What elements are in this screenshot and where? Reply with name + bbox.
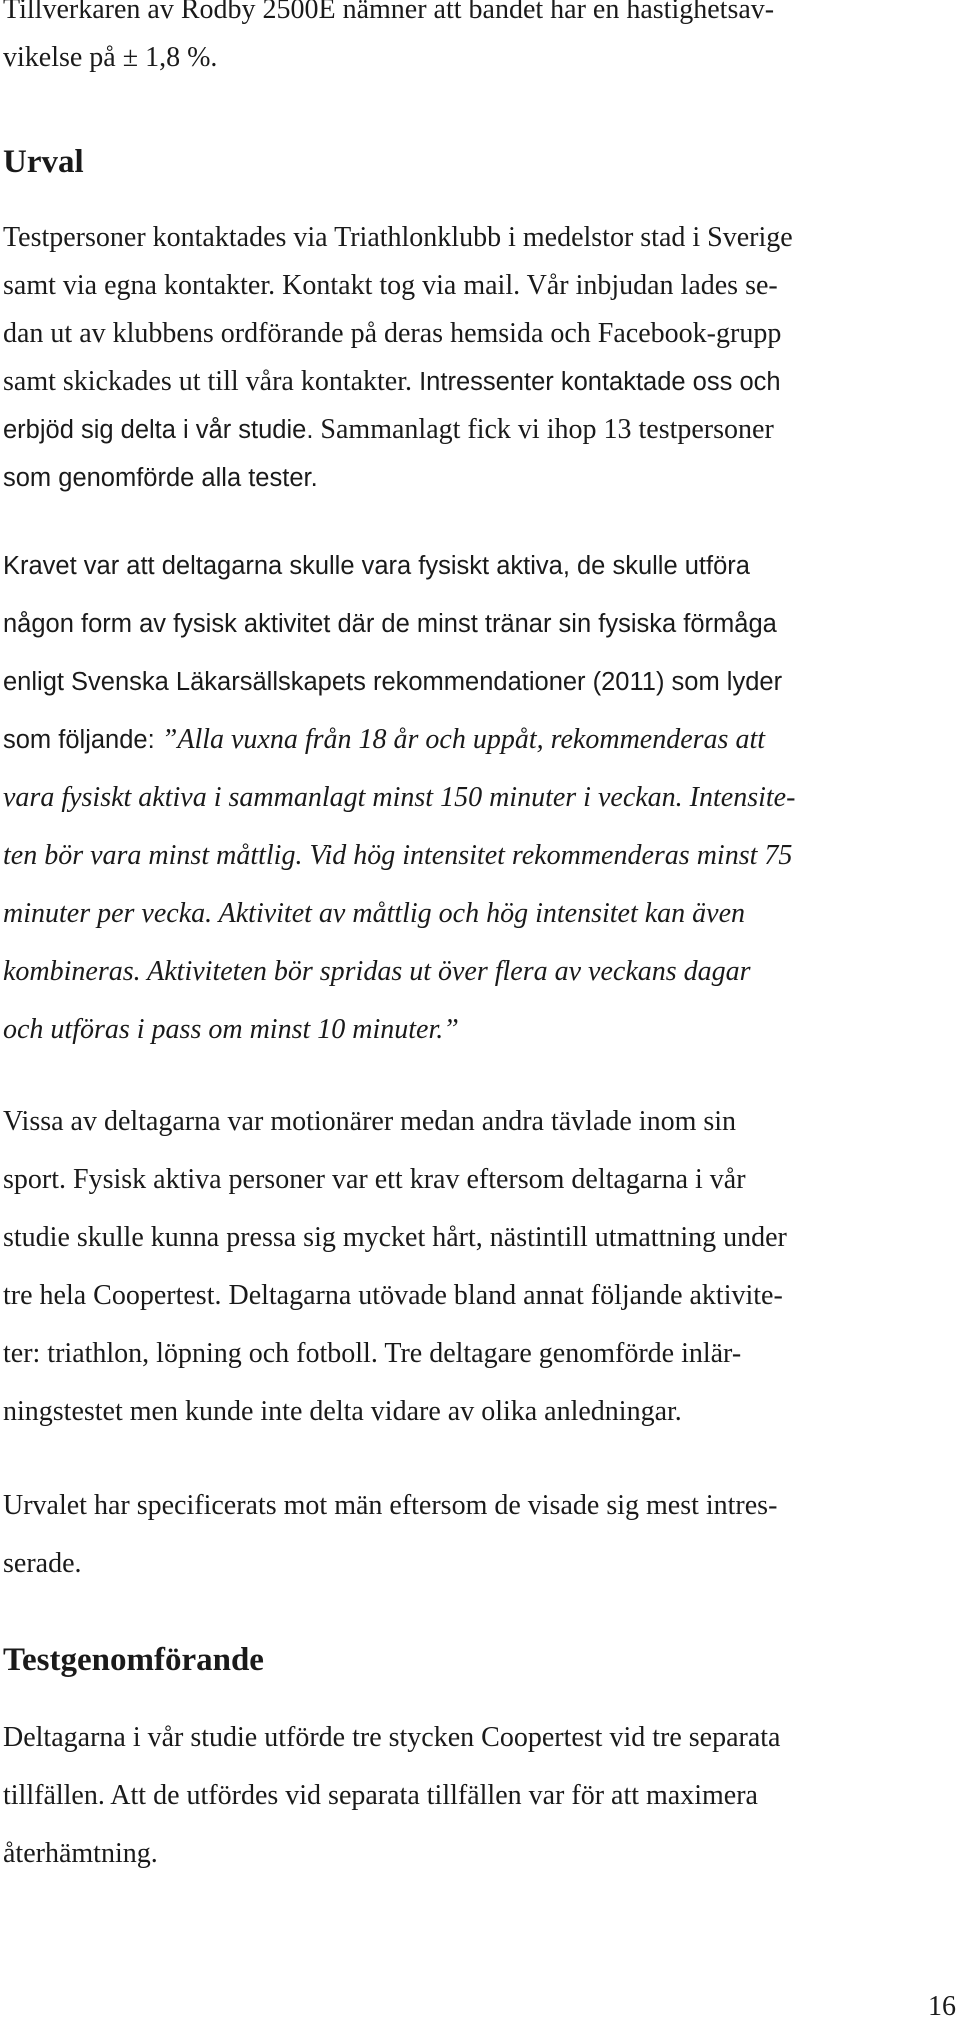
intro-line-2: vikelse på ± 1,8 %. — [3, 42, 218, 73]
urval-p2-line-3: enligt Svenska Läkarsällskapets rekommendationer (2011) som lyder — [3, 668, 783, 696]
urval-p3-line-4: tre hela Coopertest. Deltagarna utövade bland annat följande aktivite- — [3, 1280, 783, 1311]
test-p1-line-3: återhämtning. — [3, 1838, 158, 1869]
section-heading-urval: Urval — [3, 144, 84, 180]
urval-p2-quote-start: ”Alla vuxna från 18 år och uppåt, rekommenderas att — [161, 724, 765, 755]
urval-p1-line-4-serif: samt skickades ut till våra kontakter. — [3, 366, 413, 397]
urval-p3-line-2: sport. Fysisk aktiva personer var ett krav eftersom deltagarna i vår — [3, 1164, 746, 1195]
urval-p2-line-8: kombineras. Aktiviteten bör spridas ut över flera av veckans dagar — [3, 956, 751, 987]
urval-p2-line-6: ten bör vara minst måttlig. Vid hög intensitet rekommenderas minst 75 — [3, 840, 793, 871]
test-p1-line-2: tillfällen. Att de utfördes vid separata tillfällen var för att maximera — [3, 1780, 758, 1811]
urval-p2-line-1: Kravet var att deltagarna skulle vara fysiskt aktiva, de skulle utföra — [3, 552, 750, 580]
urval-p3-line-5: ter: triathlon, löpning och fotboll. Tre deltagare genomförde inlär- — [3, 1338, 742, 1369]
urval-p3-line-3: studie skulle kunna pressa sig mycket hårt, nästintill utmattning under — [3, 1222, 787, 1253]
test-p1-line-1: Deltagarna i vår studie utförde tre stycken Coopertest vid tre separata — [3, 1722, 781, 1753]
urval-p1-line-2: samt via egna kontakter. Kontakt tog via mail. Vår inbjudan lades se- — [3, 270, 778, 301]
urval-p3-line-6: ningstestet men kunde inte delta vidare av olika anledningar. — [3, 1396, 682, 1427]
urval-p2-line-7: minuter per vecka. Aktivitet av måttlig och hög intensitet kan även — [3, 898, 746, 929]
urval-p2-line-4-sans: som följande: — [3, 726, 162, 754]
urval-p3-line-1: Vissa av deltagarna var motionärer medan andra tävlade inom sin — [3, 1106, 737, 1137]
section-heading-testgenomforande: Testgenomförande — [3, 1642, 264, 1678]
urval-p1-line-3: dan ut av klubbens ordförande på deras hemsida och Facebook-grupp — [3, 318, 782, 349]
urval-p2-line-4 — [3, 724, 765, 756]
urval-p4-line-1: Urvalet har specificerats mot män eftersom de visade sig mest intres- — [3, 1490, 778, 1521]
urval-p2-line-9: och utföras i pass om minst 10 minuter.” — [3, 1014, 459, 1045]
urval-p1-line-5-sans: erbjöd sig delta i vår studie. — [3, 416, 314, 444]
urval-p1-line-5-serif: Sammanlagt fick vi ihop 13 testpersoner — [313, 414, 774, 445]
urval-p2-line-2: någon form av fysisk aktivitet där de minst tränar sin fysiska förmåga — [3, 610, 777, 638]
urval-p1-line-4-sans: Intressenter kontaktade oss och — [412, 368, 781, 396]
urval-p1-line-5 — [3, 414, 774, 446]
page-number: 16 — [928, 1991, 956, 2022]
urval-p1-line-1: Testpersoner kontaktades via Triathlonklubb i medelstor stad i Sverige — [3, 222, 793, 253]
urval-p2-line-5: vara fysiskt aktiva i sammanlagt minst 150 minuter i veckan. Intensite- — [3, 782, 796, 813]
urval-p1-line-6: som genomförde alla tester. — [3, 464, 318, 492]
urval-p1-line-4 — [3, 366, 781, 398]
intro-line-1: Tillverkaren av Rodby 2500E nämner att bandet har en hastighetsav- — [3, 0, 775, 25]
urval-p4-line-2: serade. — [3, 1548, 82, 1579]
